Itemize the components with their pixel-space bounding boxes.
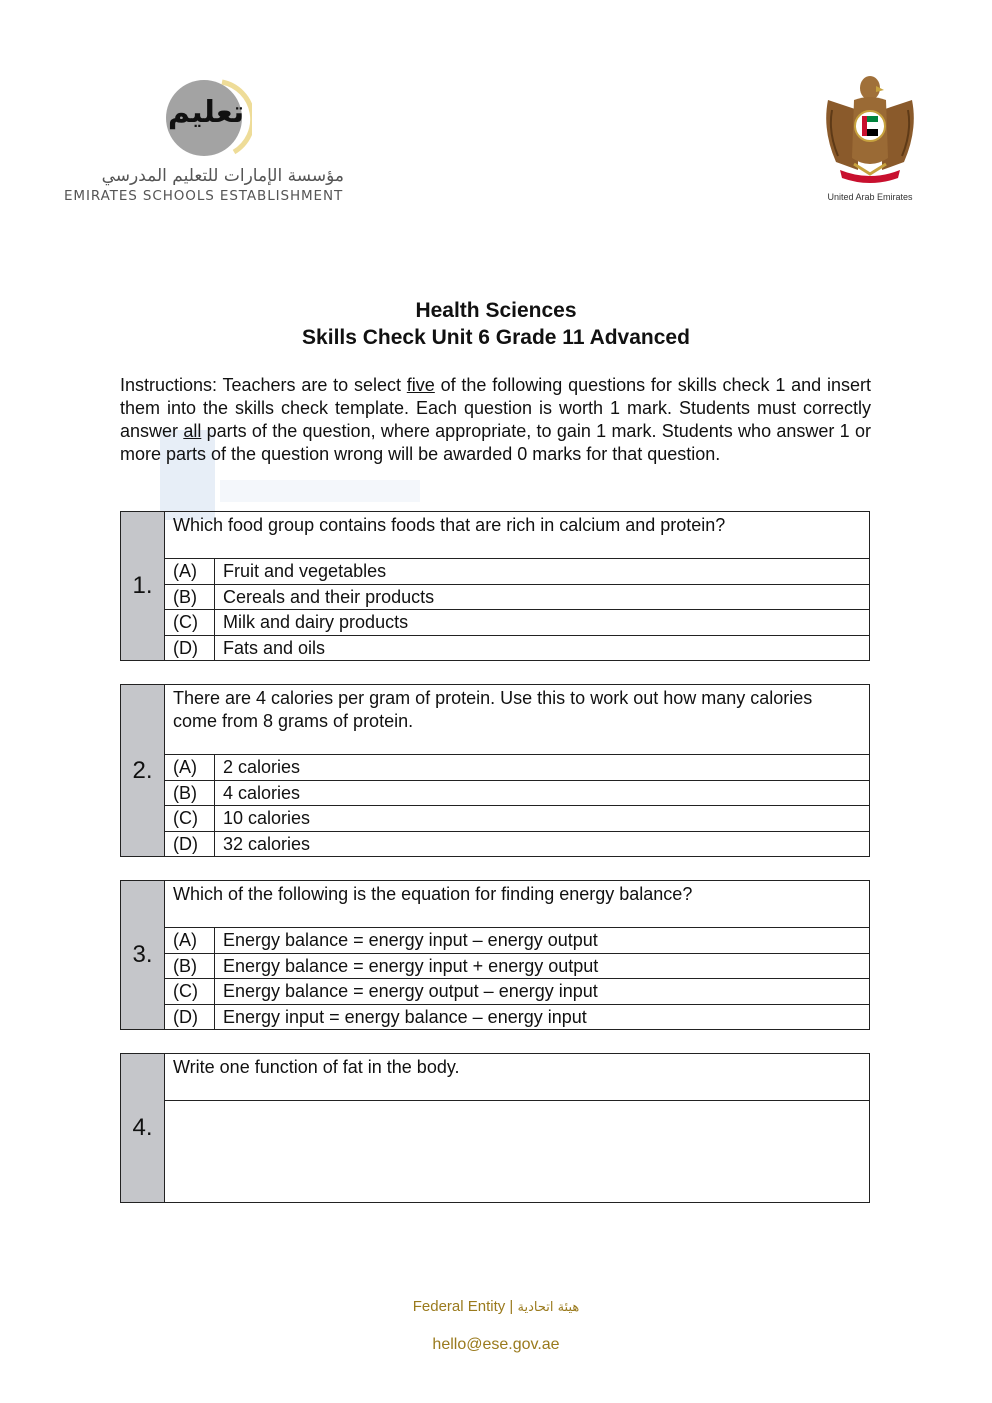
footer-separator: | xyxy=(505,1298,518,1315)
option-letter: (A) xyxy=(164,559,215,584)
footer-entity-ar: هيئة اتحادية xyxy=(517,1300,580,1315)
ese-arabic-mark: تعليم xyxy=(167,95,245,130)
option-text: 4 calories xyxy=(223,783,301,803)
option-text: 32 calories xyxy=(223,834,311,854)
option-row[interactable] xyxy=(164,558,869,584)
option-row[interactable] xyxy=(164,831,869,857)
question-text: Which of the following is the equation for finding energy balance? xyxy=(173,884,693,904)
footer-entity xyxy=(0,1298,992,1315)
question-number: 3. xyxy=(121,881,165,1029)
option-row[interactable] xyxy=(164,780,869,806)
question-1 xyxy=(120,511,870,661)
option-row[interactable] xyxy=(164,635,869,661)
option-letter: (D) xyxy=(164,636,215,661)
option-text: Cereals and their products xyxy=(223,587,435,607)
option-row[interactable] xyxy=(164,584,869,610)
answer-area[interactable] xyxy=(164,1100,869,1202)
option-letter: (C) xyxy=(164,806,215,831)
option-letter: (C) xyxy=(164,979,215,1004)
option-text: Milk and dairy products xyxy=(223,612,409,632)
option-row[interactable] xyxy=(164,609,869,635)
option-text: Fruit and vegetables xyxy=(223,561,387,581)
uae-label: United Arab Emirates xyxy=(827,192,913,202)
question-2 xyxy=(120,684,870,857)
question-text: There are 4 calories per gram of protein. Use this to work out how many calories come from 8 grams of protein. xyxy=(173,688,813,731)
uae-emblem xyxy=(818,70,922,210)
option-row[interactable] xyxy=(164,953,869,979)
option-row[interactable] xyxy=(164,1004,869,1030)
option-letter: (B) xyxy=(164,585,215,610)
option-text: Energy input = energy balance – energy input xyxy=(223,1007,587,1027)
question-number: 4. xyxy=(121,1054,165,1202)
option-letter: (D) xyxy=(164,832,215,857)
ese-logo xyxy=(62,70,352,210)
option-row[interactable] xyxy=(164,805,869,831)
falcon-emblem-icon xyxy=(818,70,922,188)
instructions-part-3: parts of the question, where appropriate, to gain 1 mark. Students who answer 1 or more parts of the question wrong will be awarded 0 marks for that question. xyxy=(120,421,871,464)
instructions-part-1: Instructions: Teachers are to select xyxy=(120,375,407,395)
option-letter: (A) xyxy=(164,755,215,780)
ese-logo-mark xyxy=(162,72,252,162)
option-letter: (A) xyxy=(164,928,215,953)
option-text: Energy balance = energy input – energy output xyxy=(223,930,598,950)
question-text: Write one function of fat in the body. xyxy=(173,1057,460,1077)
option-letter: (C) xyxy=(164,610,215,635)
question-text: Which food group contains foods that are rich in calcium and protein? xyxy=(173,515,726,535)
instructions-underlined-five: five xyxy=(406,375,435,395)
option-row[interactable] xyxy=(164,754,869,780)
option-text: Energy balance = energy output – energy input xyxy=(223,981,598,1001)
page-subtitle: Skills Check Unit 6 Grade 11 Advanced xyxy=(302,326,690,349)
option-text: 10 calories xyxy=(223,808,311,828)
instructions-underlined-all: all xyxy=(183,421,202,441)
footer-entity-en: Federal Entity xyxy=(412,1298,506,1315)
option-row[interactable] xyxy=(164,978,869,1004)
ese-english-name: EMIRATES SCHOOLS ESTABLISHMENT xyxy=(64,188,344,204)
question-4 xyxy=(120,1053,870,1203)
question-3 xyxy=(120,880,870,1030)
option-text: Energy balance = energy input + energy output xyxy=(223,956,599,976)
footer-email[interactable]: hello@ese.gov.ae xyxy=(432,1336,560,1353)
page-title: Health Sciences xyxy=(415,299,577,322)
option-text: 2 calories xyxy=(223,757,301,777)
instructions-part-2: of the following questions for skills check 1 and insert them into the skills check template. Each question is worth 1 mark. Students must correctly answer xyxy=(120,375,871,441)
option-letter: (B) xyxy=(164,781,215,806)
option-row[interactable] xyxy=(164,927,869,953)
question-number: 2. xyxy=(121,685,165,856)
option-text: Fats and oils xyxy=(223,638,326,658)
option-letter: (D) xyxy=(164,1005,215,1030)
question-number: 1. xyxy=(121,512,165,660)
ese-arabic-name: مؤسسة الإمارات للتعليم المدرسي xyxy=(101,166,344,186)
instructions-paragraph xyxy=(120,374,871,466)
option-letter: (B) xyxy=(164,954,215,979)
